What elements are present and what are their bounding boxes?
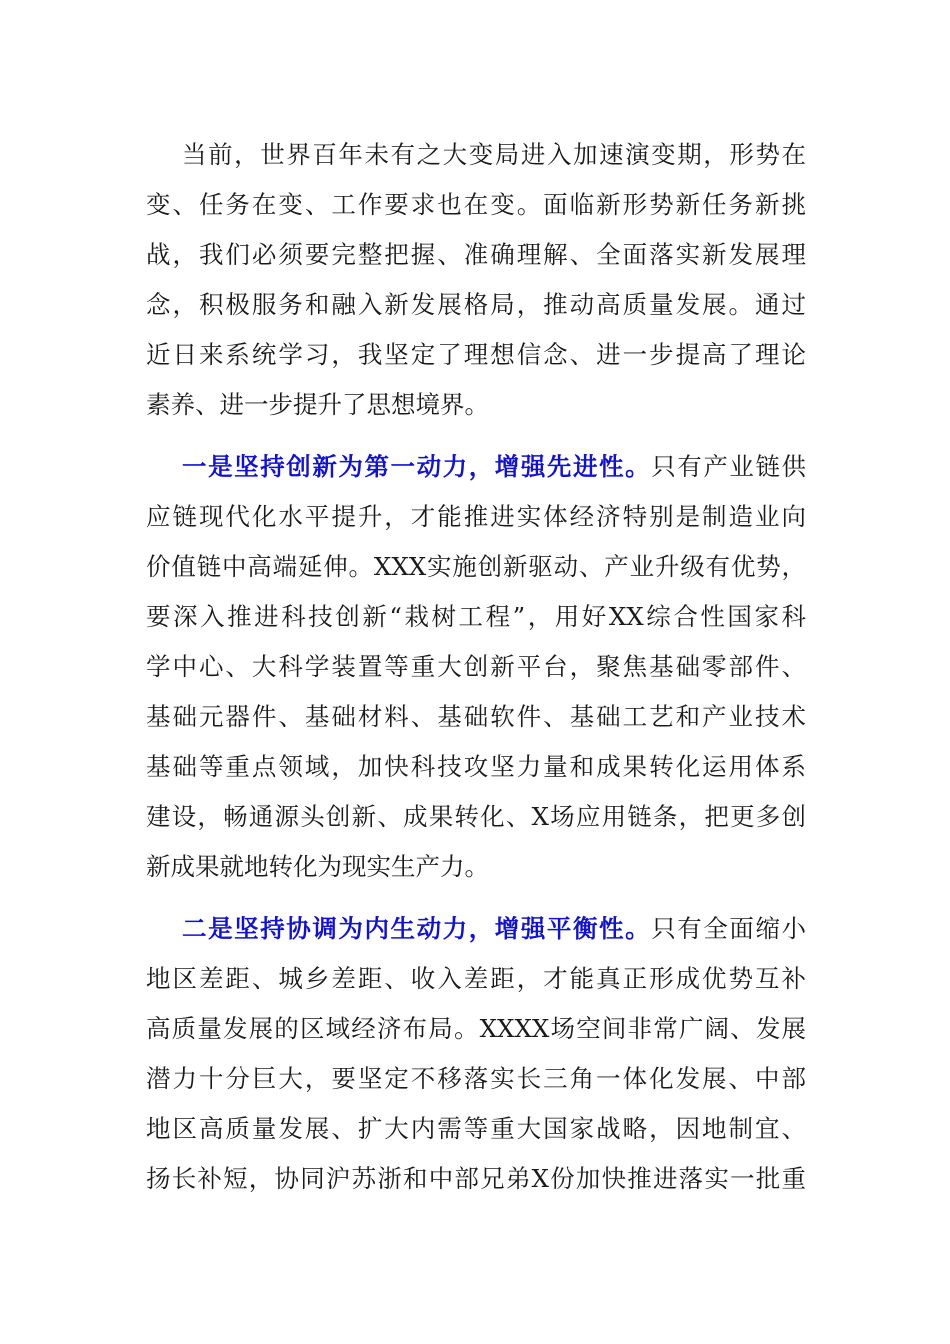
text-line: 地区差距、城乡差距、收入差距，才能真正形成优势互补 xyxy=(146,964,806,993)
text-line xyxy=(182,909,806,949)
text-line: 素养、进一步提升了思想境界。 xyxy=(146,390,489,419)
text-line xyxy=(182,447,806,487)
text-line: 地区高质量发展、扩大内需等重大国家战略，因地制宜、 xyxy=(146,1114,806,1143)
text-run: 只有产业链供 xyxy=(651,452,807,481)
text-line: 念，积极服务和融入新发展格局，推动高质量发展。通过 xyxy=(146,290,806,319)
text-line: 新成果就地转化为现实生产力。 xyxy=(146,852,489,881)
text-line: 基础等重点领域，加快科技攻坚力量和成果转化运用体系 xyxy=(146,752,806,781)
text-line: 当前，世界百年未有之大变局进入加速演变期，形势在 xyxy=(182,140,806,169)
section-heading: 二是坚持协调为内生动力，增强平衡性。 xyxy=(182,914,652,943)
text-line: 要深入推进科技创新“栽树工程”，用好XX综合性国家科 xyxy=(146,602,806,631)
section-heading: 一是坚持创新为第一动力，增强先进性。 xyxy=(182,452,652,481)
text-line: 近日来系统学习，我坚定了理想信念、进一步提高了理论 xyxy=(146,340,806,369)
text-line: 学中心、大科学装置等重大创新平台，聚焦基础零部件、 xyxy=(146,652,806,681)
text-line: 高质量发展的区域经济布局。XXXX场空间非常广阔、发展 xyxy=(146,1014,806,1043)
text-line: 价值链中高端延伸。XXX实施创新驱动、产业升级有优势， xyxy=(146,552,806,581)
text-line: 基础元器件、基础材料、基础软件、基础工艺和产业技术 xyxy=(146,702,806,731)
text-run: 只有全面缩小 xyxy=(651,914,807,943)
text-line: 建设，畅通源头创新、成果转化、X场应用链条，把更多创 xyxy=(146,802,806,831)
text-line: 扬长补短，协同沪苏浙和中部兄弟X份加快推进落实一批重 xyxy=(146,1164,806,1193)
text-line: 应链现代化水平提升，才能推进实体经济特别是制造业向 xyxy=(146,502,806,531)
text-line: 潜力十分巨大，要坚定不移落实长三角一体化发展、中部 xyxy=(146,1064,806,1093)
text-line: 变、任务在变、工作要求也在变。面临新形势新任务新挑 xyxy=(146,190,806,219)
text-line: 战，我们必须要完整把握、准确理解、全面落实新发展理 xyxy=(146,240,806,269)
